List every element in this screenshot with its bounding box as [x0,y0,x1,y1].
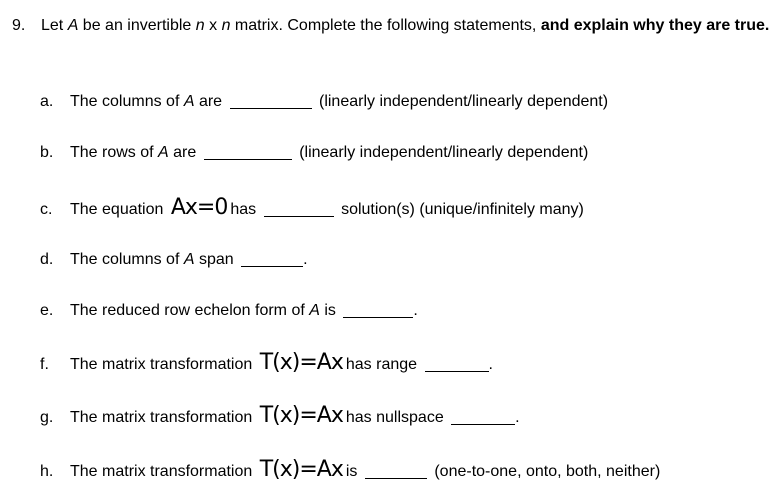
question-number: 9. [12,17,26,34]
equation-t-x-ax-nullspace: T(x)=Ax [259,403,343,428]
answer-blank-g[interactable] [451,407,515,425]
equation-t-x-ax-range: T(x)=Ax [259,350,343,375]
item-b: b. The rows of A are (linearly independent/linearly dependent) [40,144,589,161]
item-f: f. The matrix transformation T(x)=Ax has range . [40,350,493,375]
item-g: g. The matrix transformation T(x)=Ax has nullspace . [40,403,520,428]
equation-ax-0: Ax=0 [170,195,228,220]
item-d: d. The columns of A span . [40,251,308,268]
answer-blank-e[interactable] [343,300,413,318]
item-c: c. The equation Ax=0 has solution(s) (unique/infinitely many) [40,195,584,220]
item-a: a. The columns of A are (linearly independent/linearly dependent) [40,93,609,110]
answer-blank-f[interactable] [425,354,489,372]
answer-blank-h[interactable] [365,461,427,479]
equation-t-x-ax-type: T(x)=Ax [259,457,343,482]
answer-blank-d[interactable] [241,249,303,267]
question-instruction-bold: and explain why they are true. [540,17,770,34]
question-text: Let A be an invertible n x n matrix. Complete the following statements, and explain why they are true. [41,17,770,34]
answer-blank-b[interactable] [204,142,292,160]
item-e: e. The reduced row echelon form of A is . [40,302,418,319]
item-h: h. The matrix transformation T(x)=Ax is (one-to-one, onto, both, neither) [40,457,661,482]
answer-blank-c[interactable] [264,199,334,217]
answer-blank-a[interactable] [230,91,312,109]
